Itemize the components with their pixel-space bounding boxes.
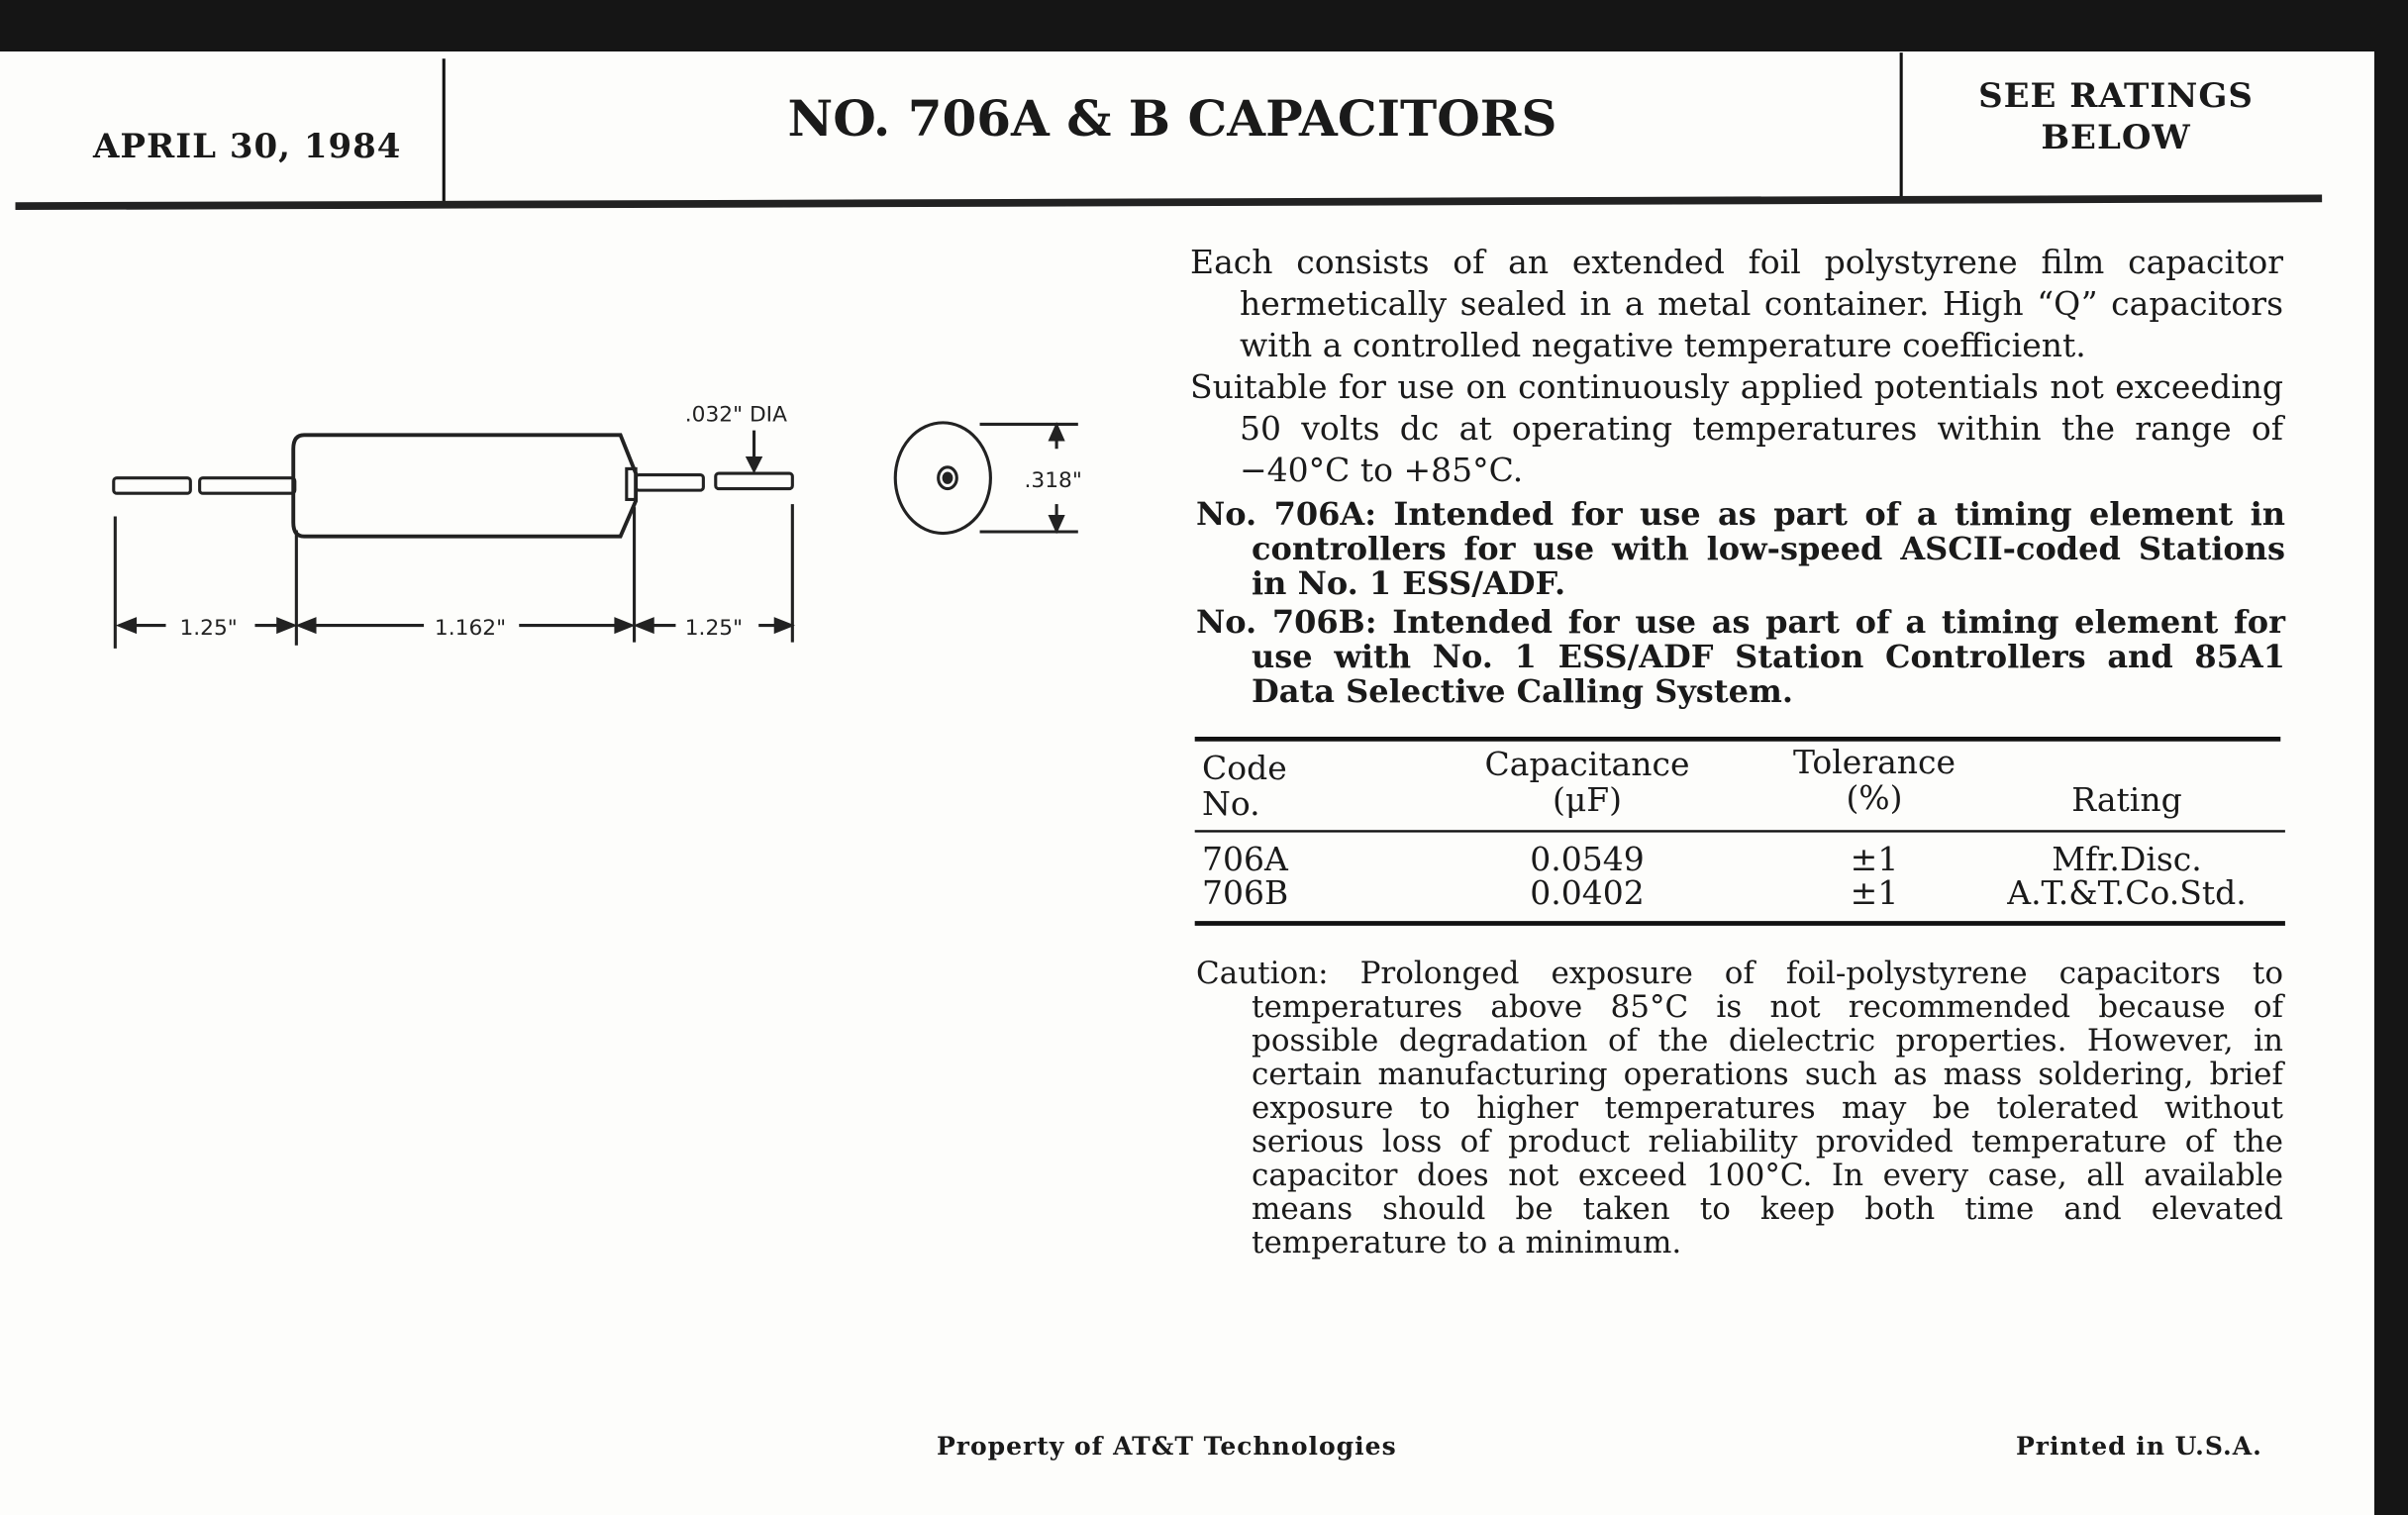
left-lead-length-label: 1.25" [179,615,238,641]
header-text: No. [1202,784,1260,823]
description [1190,242,2283,491]
cell-capacitance: 0.0402 [1530,873,1645,912]
table-row [1196,842,2285,877]
header-text: (μF) [1552,780,1623,819]
page-title: NO. 706A & B CAPACITORS [787,89,1557,148]
col-header-code [1202,751,1287,822]
cell-code: 706B [1202,873,1289,912]
cell-tolerance: ±1 [1850,873,1899,912]
lead-diameter-label: .032" DIA [684,402,787,428]
applications [1196,497,2285,713]
ratings-note-line1: SEE RATINGS [1978,76,2254,116]
cell-tolerance: ±1 [1850,840,1899,878]
issue-date: APRIL 30, 1984 [93,127,402,166]
description-paragraph: Each consists of an extended foil polystyrene film capacitor hermetically sealed in a metal container. High “Q” capacitors with a controlled negative temperature coefficient. [1190,243,2283,364]
table-row [1196,875,2285,911]
cell-code: 706A [1202,840,1288,878]
application-706b: No. 706B: Intended for use as part of a timing element for use with No. 1 ESS/ADF Station Controllers and 85A1 Data Selective Calling System. [1196,603,2285,710]
description-paragraph: Suitable for use on continuously applied potentials not exceeding 50 volts dc at operating temperatures within the range of −40°C to +85°C. [1190,367,2283,489]
footer-printed: Printed in U.S.A. [2016,1432,2262,1461]
caution-note [1196,957,2283,1260]
header-text: Tolerance [1792,743,1956,781]
right-lead-length-label: 1.25" [684,615,744,641]
caution-text: Caution: Prolonged exposure of foil-polystyrene capacitors to temperatures above 85°C is not recommended because of possible degradation of the dielectric properties. However, in certain manufacturing operations such as mass soldering, brief exposure to higher temperatures may be tolerated without serious loss of product reliability provided temperature of the capacitor does not exceed 100°C. In every case, all available means should be taken to keep both time and elevated temperature to a minimum. [1196,956,2283,1261]
col-header-capacitance [1463,747,1711,818]
cell-rating: A.T.&T.Co.Std. [2007,873,2247,912]
cell-capacitance: 0.0549 [1530,840,1645,878]
col-header-rating: Rating [2071,780,2182,819]
col-header-tolerance [1751,745,1998,816]
cell-rating: Mfr.Disc. [2052,840,2202,878]
header-text: Code [1202,749,1287,787]
ratings-note-line2: BELOW [2041,118,2191,157]
body-diameter-label: .318" [1024,468,1082,494]
header-rule [16,198,2323,206]
header-text: Capacitance [1484,745,1690,783]
footer-property: Property of AT&T Technologies [937,1432,1397,1461]
body-length-label: 1.162" [434,615,507,641]
application-706a: No. 706A: Intended for use as part of a timing element in controllers for use with low-speed ASCII-coded Stations in No. 1 ESS/ADF. [1196,495,2285,602]
header-text: (%) [1846,778,1903,817]
